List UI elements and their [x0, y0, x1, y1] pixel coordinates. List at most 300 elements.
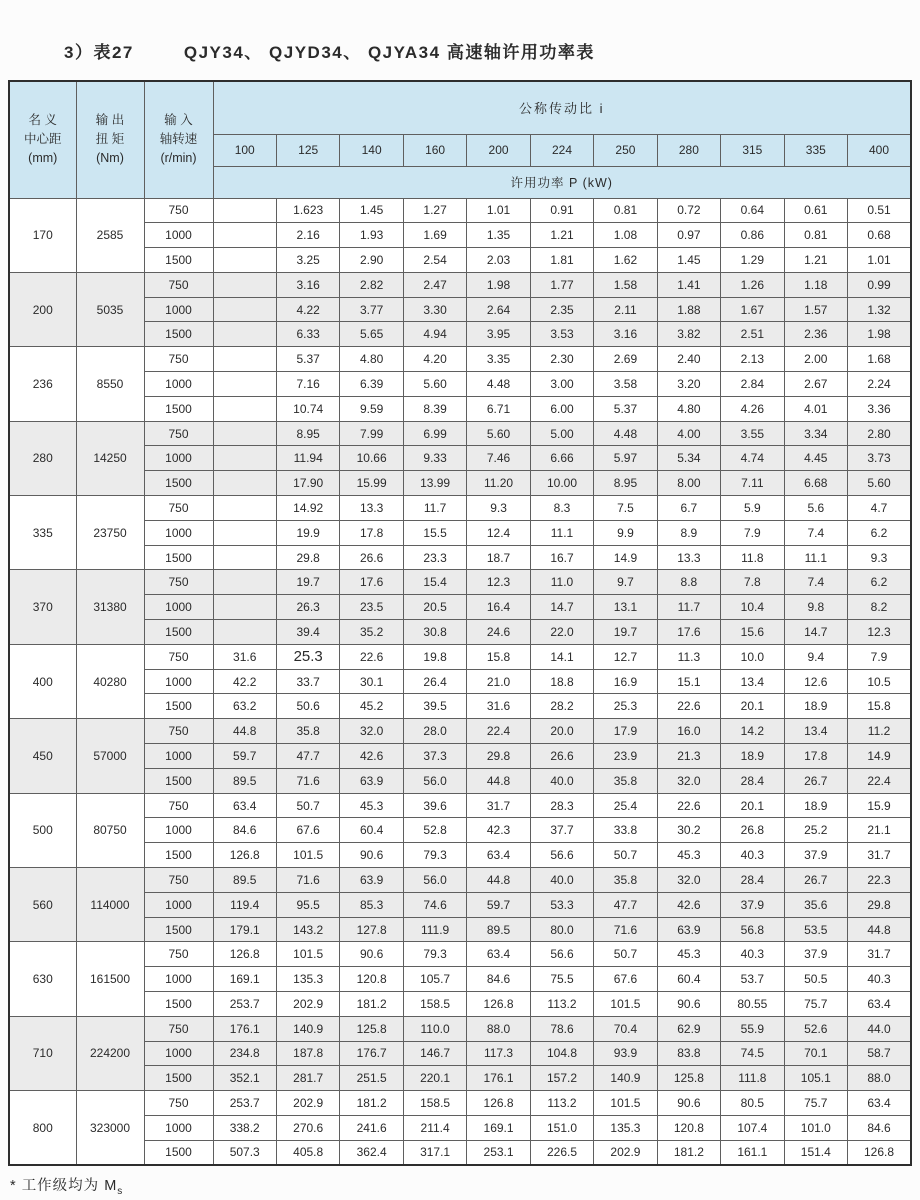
power-value-cell: [213, 297, 276, 322]
power-value-cell: 1.69: [403, 223, 466, 248]
power-value-cell: 176.7: [340, 1041, 403, 1066]
power-value-cell: 4.48: [467, 372, 530, 397]
power-value-cell: 1.93: [340, 223, 403, 248]
power-value-cell: 11.1: [784, 545, 847, 570]
power-value-cell: 22.0: [530, 620, 593, 645]
power-value-cell: 101.5: [276, 942, 339, 967]
power-value-cell: 22.6: [657, 793, 720, 818]
output-torque-cell: 2585: [76, 198, 144, 272]
power-value-cell: 28.2: [530, 694, 593, 719]
power-value-cell: 25.2: [784, 818, 847, 843]
power-value-cell: 75.5: [530, 967, 593, 992]
power-value-cell: 50.7: [594, 843, 657, 868]
power-value-cell: 33.7: [276, 669, 339, 694]
ratio-header-100: 100: [213, 134, 276, 166]
power-value-cell: 40.3: [848, 967, 911, 992]
header-nominal-ratio: 公称传动比 i: [213, 81, 911, 134]
input-speed-cell: 750: [144, 347, 213, 372]
power-value-cell: 23.9: [594, 744, 657, 769]
power-value-cell: 95.5: [276, 892, 339, 917]
power-value-cell: 39.4: [276, 620, 339, 645]
power-value-cell: 12.7: [594, 644, 657, 669]
input-speed-cell: 750: [144, 1091, 213, 1116]
power-value-cell: 12.3: [848, 620, 911, 645]
power-value-cell: 2.40: [657, 347, 720, 372]
table-row: [9, 1016, 911, 1041]
input-speed-cell: 1000: [144, 669, 213, 694]
power-value-cell: 3.77: [340, 297, 403, 322]
power-value-cell: 88.0: [848, 1066, 911, 1091]
power-value-cell: 25.3: [276, 644, 339, 669]
center-distance-cell: 560: [9, 868, 76, 942]
center-distance-cell: 450: [9, 719, 76, 793]
power-value-cell: 70.1: [784, 1041, 847, 1066]
power-value-cell: 9.3: [467, 496, 530, 521]
power-value-cell: 35.2: [340, 620, 403, 645]
power-value-cell: 4.22: [276, 297, 339, 322]
output-torque-cell: 40280: [76, 644, 144, 718]
power-value-cell: 14.9: [594, 545, 657, 570]
input-speed-cell: 1500: [144, 471, 213, 496]
power-value-cell: 17.8: [784, 744, 847, 769]
power-value-cell: 10.66: [340, 446, 403, 471]
output-torque-cell: 323000: [76, 1091, 144, 1165]
power-value-cell: 79.3: [403, 942, 466, 967]
power-value-cell: 7.8: [721, 570, 784, 595]
output-torque-cell: 161500: [76, 942, 144, 1016]
power-value-cell: 120.8: [340, 967, 403, 992]
power-value-cell: 63.4: [467, 942, 530, 967]
power-value-cell: 3.82: [657, 322, 720, 347]
input-speed-cell: 750: [144, 570, 213, 595]
input-speed-cell: 1500: [144, 248, 213, 273]
power-value-cell: 14.7: [784, 620, 847, 645]
table-row: [9, 1140, 911, 1165]
power-value-cell: 0.99: [848, 272, 911, 297]
power-value-cell: 2.03: [467, 248, 530, 273]
power-value-cell: 110.0: [403, 1016, 466, 1041]
power-value-cell: 270.6: [276, 1115, 339, 1140]
input-speed-cell: 750: [144, 793, 213, 818]
power-value-cell: 18.8: [530, 669, 593, 694]
table-header: [9, 81, 911, 198]
power-value-cell: 23.3: [403, 545, 466, 570]
header-output-torque: 输 出 扭 矩 (Nm): [76, 81, 144, 198]
power-value-cell: 10.0: [721, 644, 784, 669]
header-input-speed: 输 入 轴转速 (r/min): [144, 81, 213, 198]
input-speed-cell: 1000: [144, 1041, 213, 1066]
power-value-cell: 18.7: [467, 545, 530, 570]
table-row: [9, 570, 911, 595]
input-speed-cell: 1000: [144, 892, 213, 917]
power-value-cell: 63.4: [213, 793, 276, 818]
power-value-cell: 30.2: [657, 818, 720, 843]
power-value-cell: 19.8: [403, 644, 466, 669]
power-value-cell: 9.59: [340, 396, 403, 421]
power-value-cell: 4.74: [721, 446, 784, 471]
power-value-cell: 13.1: [594, 595, 657, 620]
power-value-cell: 9.7: [594, 570, 657, 595]
power-value-cell: 6.99: [403, 421, 466, 446]
power-value-cell: 10.74: [276, 396, 339, 421]
power-value-cell: 2.67: [784, 372, 847, 397]
power-value-cell: 9.3: [848, 545, 911, 570]
power-value-cell: 14.2: [721, 719, 784, 744]
power-value-cell: 37.9: [784, 942, 847, 967]
power-value-cell: 7.4: [784, 520, 847, 545]
power-value-cell: 105.1: [784, 1066, 847, 1091]
power-value-cell: 107.4: [721, 1115, 784, 1140]
power-value-cell: 22.6: [657, 694, 720, 719]
power-value-cell: 40.0: [530, 868, 593, 893]
power-value-cell: 10.5: [848, 669, 911, 694]
footnote: [10, 1174, 123, 1197]
input-speed-cell: 1500: [144, 992, 213, 1017]
power-value-cell: 18.9: [721, 744, 784, 769]
power-value-cell: 56.8: [721, 917, 784, 942]
power-value-cell: 6.7: [657, 496, 720, 521]
power-value-cell: 12.4: [467, 520, 530, 545]
power-value-cell: 35.8: [594, 768, 657, 793]
power-value-cell: 56.6: [530, 942, 593, 967]
power-value-cell: 105.7: [403, 967, 466, 992]
power-value-cell: 8.00: [657, 471, 720, 496]
power-value-cell: 42.6: [340, 744, 403, 769]
ratio-header-335: 335: [784, 134, 847, 166]
power-value-cell: 113.2: [530, 1091, 593, 1116]
table-row: [9, 1066, 911, 1091]
power-value-cell: 1.88: [657, 297, 720, 322]
power-value-cell: 8.8: [657, 570, 720, 595]
power-value-cell: 226.5: [530, 1140, 593, 1165]
power-value-cell: 88.0: [467, 1016, 530, 1041]
ratio-header-315: 315: [721, 134, 784, 166]
power-value-cell: 59.7: [467, 892, 530, 917]
power-value-cell: 1.08: [594, 223, 657, 248]
power-value-cell: 11.7: [403, 496, 466, 521]
power-value-cell: 1.98: [848, 322, 911, 347]
power-value-cell: 2.82: [340, 272, 403, 297]
power-value-cell: 5.60: [403, 372, 466, 397]
power-value-cell: 50.7: [594, 942, 657, 967]
power-value-cell: 251.5: [340, 1066, 403, 1091]
power-value-cell: 59.7: [213, 744, 276, 769]
power-value-cell: 104.8: [530, 1041, 593, 1066]
power-value-cell: 24.6: [467, 620, 530, 645]
power-value-cell: 2.64: [467, 297, 530, 322]
power-value-cell: 80.55: [721, 992, 784, 1017]
power-value-cell: 126.8: [848, 1140, 911, 1165]
power-value-cell: 60.4: [340, 818, 403, 843]
input-speed-cell: 1500: [144, 843, 213, 868]
input-speed-cell: 750: [144, 1016, 213, 1041]
table-row: [9, 967, 911, 992]
power-value-cell: 12.3: [467, 570, 530, 595]
input-speed-cell: 1500: [144, 694, 213, 719]
power-value-cell: 7.5: [594, 496, 657, 521]
power-value-cell: 63.4: [467, 843, 530, 868]
power-value-cell: 202.9: [594, 1140, 657, 1165]
footnote-subscript: s: [117, 1185, 124, 1197]
power-value-cell: 135.3: [276, 967, 339, 992]
power-value-cell: 8.95: [594, 471, 657, 496]
power-value-cell: 1.67: [721, 297, 784, 322]
power-value-cell: 0.68: [848, 223, 911, 248]
power-value-cell: 40.3: [721, 942, 784, 967]
input-speed-cell: 750: [144, 644, 213, 669]
power-value-cell: 30.1: [340, 669, 403, 694]
power-value-cell: 35.8: [276, 719, 339, 744]
power-value-cell: 4.00: [657, 421, 720, 446]
table-row: [9, 396, 911, 421]
table-row: [9, 719, 911, 744]
table-row: [9, 892, 911, 917]
center-distance-cell: 800: [9, 1091, 76, 1165]
power-value-cell: 253.1: [467, 1140, 530, 1165]
power-value-cell: 125.8: [340, 1016, 403, 1041]
input-speed-cell: 1500: [144, 545, 213, 570]
power-value-cell: 80.0: [530, 917, 593, 942]
power-value-cell: 12.6: [784, 669, 847, 694]
power-value-cell: 75.7: [784, 992, 847, 1017]
power-value-cell: 26.6: [530, 744, 593, 769]
power-value-cell: 1.77: [530, 272, 593, 297]
power-value-cell: 11.8: [721, 545, 784, 570]
power-value-cell: 55.9: [721, 1016, 784, 1041]
power-value-cell: 15.9: [848, 793, 911, 818]
table-row: [9, 347, 911, 372]
power-value-cell: 75.7: [784, 1091, 847, 1116]
power-value-cell: 53.3: [530, 892, 593, 917]
power-value-cell: 151.0: [530, 1115, 593, 1140]
power-value-cell: [213, 620, 276, 645]
power-value-cell: 5.34: [657, 446, 720, 471]
power-value-cell: 7.4: [784, 570, 847, 595]
power-value-cell: 317.1: [403, 1140, 466, 1165]
power-value-cell: 20.1: [721, 793, 784, 818]
power-value-cell: 253.7: [213, 992, 276, 1017]
ratio-header-200: 200: [467, 134, 530, 166]
power-value-cell: 71.6: [594, 917, 657, 942]
power-value-cell: 352.1: [213, 1066, 276, 1091]
power-value-cell: 6.33: [276, 322, 339, 347]
output-torque-cell: 114000: [76, 868, 144, 942]
ratio-header-280: 280: [657, 134, 720, 166]
power-value-cell: 22.4: [467, 719, 530, 744]
power-value-cell: [213, 570, 276, 595]
power-value-cell: 26.3: [276, 595, 339, 620]
power-value-cell: 140.9: [276, 1016, 339, 1041]
power-value-cell: 6.71: [467, 396, 530, 421]
power-value-cell: 44.8: [848, 917, 911, 942]
power-value-cell: 9.8: [784, 595, 847, 620]
power-value-cell: 146.7: [403, 1041, 466, 1066]
power-value-cell: 28.0: [403, 719, 466, 744]
power-value-cell: 14.9: [848, 744, 911, 769]
power-value-cell: 52.8: [403, 818, 466, 843]
header-permissible-power: 许用功率 P (kW): [213, 166, 911, 198]
power-value-cell: 2.84: [721, 372, 784, 397]
power-value-cell: 60.4: [657, 967, 720, 992]
power-value-cell: 4.26: [721, 396, 784, 421]
power-value-cell: 5.6: [784, 496, 847, 521]
power-value-cell: 1.623: [276, 198, 339, 223]
power-value-cell: 187.8: [276, 1041, 339, 1066]
power-value-cell: 13.4: [784, 719, 847, 744]
power-value-cell: [213, 471, 276, 496]
power-value-cell: 120.8: [657, 1115, 720, 1140]
center-distance-cell: 710: [9, 1016, 76, 1090]
header-center-distance: 名 义 中心距 (mm): [9, 81, 76, 198]
center-distance-cell: 400: [9, 644, 76, 718]
output-torque-cell: 224200: [76, 1016, 144, 1090]
power-value-cell: 3.25: [276, 248, 339, 273]
power-value-cell: 74.6: [403, 892, 466, 917]
power-value-cell: 5.97: [594, 446, 657, 471]
power-value-cell: 405.8: [276, 1140, 339, 1165]
power-value-cell: 2.35: [530, 297, 593, 322]
power-value-cell: 14.1: [530, 644, 593, 669]
power-value-cell: 35.6: [784, 892, 847, 917]
power-value-cell: 17.9: [594, 719, 657, 744]
table-row: [9, 694, 911, 719]
power-value-cell: 220.1: [403, 1066, 466, 1091]
title-text: QJY34、 QJYD34、 QJYA34 高速轴许用功率表: [183, 43, 595, 62]
power-value-cell: 79.3: [403, 843, 466, 868]
power-value-cell: 17.6: [657, 620, 720, 645]
power-value-cell: 9.4: [784, 644, 847, 669]
power-value-cell: 179.1: [213, 917, 276, 942]
power-value-cell: 90.6: [657, 1091, 720, 1116]
power-value-cell: 0.97: [657, 223, 720, 248]
power-value-cell: 7.11: [721, 471, 784, 496]
power-value-cell: 3.55: [721, 421, 784, 446]
center-distance-cell: 170: [9, 198, 76, 272]
power-value-cell: 2.51: [721, 322, 784, 347]
power-value-cell: 17.6: [340, 570, 403, 595]
power-value-cell: 44.0: [848, 1016, 911, 1041]
power-value-cell: 135.3: [594, 1115, 657, 1140]
ratio-header-160: 160: [403, 134, 466, 166]
power-value-cell: 101.5: [276, 843, 339, 868]
output-torque-cell: 31380: [76, 570, 144, 644]
power-value-cell: 31.7: [848, 942, 911, 967]
power-value-cell: 6.39: [340, 372, 403, 397]
power-value-cell: 1.21: [530, 223, 593, 248]
table-row: [9, 818, 911, 843]
power-value-cell: 85.3: [340, 892, 403, 917]
table-row: [9, 768, 911, 793]
power-value-cell: 47.7: [594, 892, 657, 917]
power-value-cell: 45.3: [340, 793, 403, 818]
power-value-cell: [213, 248, 276, 273]
power-value-cell: 111.8: [721, 1066, 784, 1091]
table-body: [9, 198, 911, 1165]
input-speed-cell: 1500: [144, 917, 213, 942]
power-value-cell: 0.86: [721, 223, 784, 248]
power-value-cell: 3.35: [467, 347, 530, 372]
output-torque-cell: 23750: [76, 496, 144, 570]
power-value-cell: 0.81: [784, 223, 847, 248]
power-value-cell: 143.2: [276, 917, 339, 942]
power-value-cell: 126.8: [467, 992, 530, 1017]
input-speed-cell: 750: [144, 942, 213, 967]
power-value-cell: 3.16: [276, 272, 339, 297]
power-value-cell: 71.6: [276, 868, 339, 893]
power-value-cell: 9.33: [403, 446, 466, 471]
table-row: [9, 297, 911, 322]
power-value-cell: 2.16: [276, 223, 339, 248]
power-value-cell: 35.8: [594, 868, 657, 893]
power-value-cell: 2.00: [784, 347, 847, 372]
power-value-cell: 44.8: [467, 768, 530, 793]
power-value-cell: 5.37: [276, 347, 339, 372]
power-value-cell: 28.3: [530, 793, 593, 818]
footnote-text: 工作级均为 M: [21, 1178, 118, 1194]
input-speed-cell: 1000: [144, 967, 213, 992]
power-value-cell: 89.5: [213, 868, 276, 893]
power-value-cell: 63.9: [340, 868, 403, 893]
power-value-cell: 4.94: [403, 322, 466, 347]
power-value-cell: 253.7: [213, 1091, 276, 1116]
power-value-cell: 42.2: [213, 669, 276, 694]
power-value-cell: 23.5: [340, 595, 403, 620]
power-value-cell: 4.80: [657, 396, 720, 421]
power-value-cell: 37.3: [403, 744, 466, 769]
power-value-cell: 30.8: [403, 620, 466, 645]
power-value-cell: [213, 347, 276, 372]
power-value-cell: 338.2: [213, 1115, 276, 1140]
power-value-cell: 507.3: [213, 1140, 276, 1165]
power-value-cell: 11.7: [657, 595, 720, 620]
power-value-cell: [213, 322, 276, 347]
table-row: [9, 421, 911, 446]
power-value-cell: 26.8: [721, 818, 784, 843]
power-value-cell: [213, 520, 276, 545]
output-torque-cell: 80750: [76, 793, 144, 867]
table-row: [9, 992, 911, 1017]
power-value-cell: 0.64: [721, 198, 784, 223]
power-value-cell: 15.5: [403, 520, 466, 545]
power-value-cell: 11.1: [530, 520, 593, 545]
power-value-cell: 8.95: [276, 421, 339, 446]
power-value-cell: 3.00: [530, 372, 593, 397]
power-value-cell: 158.5: [403, 1091, 466, 1116]
power-value-cell: 1.58: [594, 272, 657, 297]
power-value-cell: 7.46: [467, 446, 530, 471]
power-value-cell: 7.9: [848, 644, 911, 669]
power-value-cell: 16.7: [530, 545, 593, 570]
power-value-cell: 119.4: [213, 892, 276, 917]
table-row: [9, 942, 911, 967]
table-row: [9, 471, 911, 496]
power-value-cell: 89.5: [213, 768, 276, 793]
power-value-cell: 241.6: [340, 1115, 403, 1140]
table-row: [9, 372, 911, 397]
input-speed-cell: 750: [144, 719, 213, 744]
power-value-cell: 58.7: [848, 1041, 911, 1066]
power-value-cell: 22.3: [848, 868, 911, 893]
power-value-cell: 78.6: [530, 1016, 593, 1041]
power-value-cell: 11.0: [530, 570, 593, 595]
power-value-cell: 15.8: [467, 644, 530, 669]
power-value-cell: 15.8: [848, 694, 911, 719]
power-value-cell: 63.2: [213, 694, 276, 719]
power-value-cell: 11.94: [276, 446, 339, 471]
power-value-cell: 158.5: [403, 992, 466, 1017]
power-value-cell: 31.7: [848, 843, 911, 868]
table-row: [9, 248, 911, 273]
